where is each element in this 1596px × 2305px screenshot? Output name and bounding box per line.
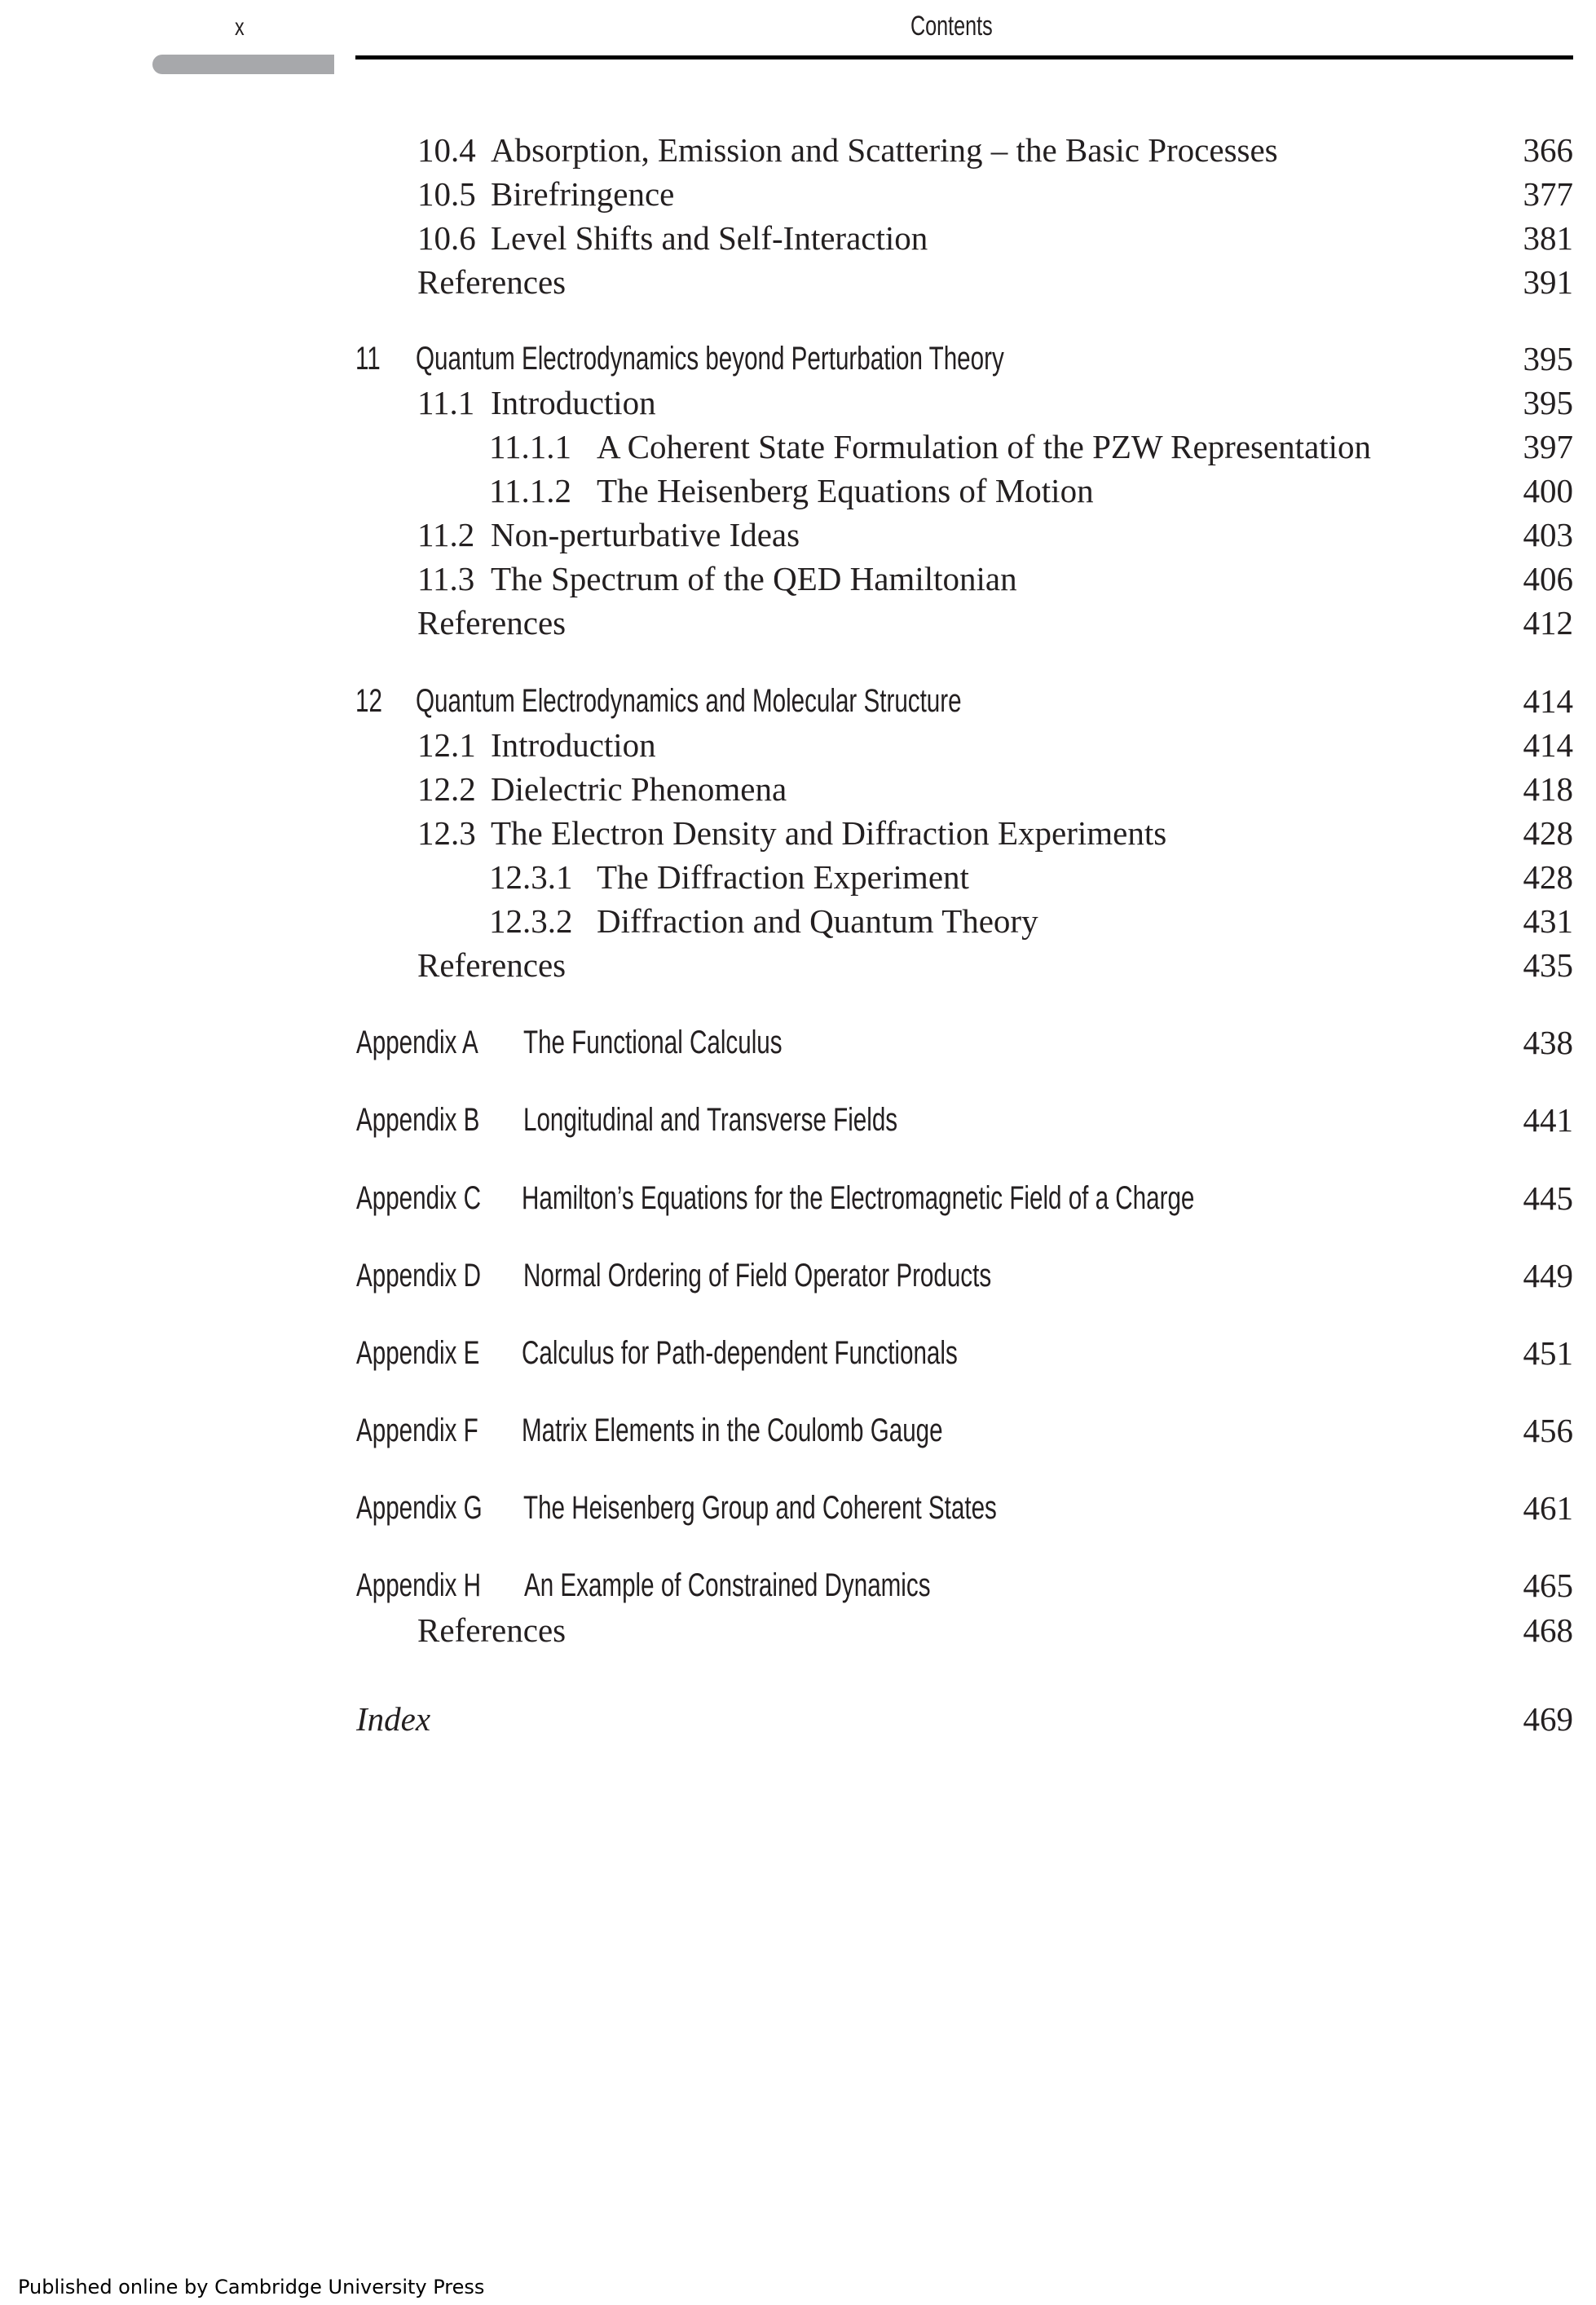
- toc-entry-title[interactable]: Absorption, Emission and Scattering – the Basic Processes: [491, 131, 1278, 169]
- toc-entry-page: 403: [1523, 516, 1573, 553]
- appendix-title[interactable]: Matrix Elements in the Coulomb Gauge: [522, 1413, 943, 1448]
- appendix-label: Appendix E: [356, 1335, 480, 1371]
- toc-references-title[interactable]: References: [417, 946, 567, 984]
- page-folio: x: [235, 14, 245, 41]
- appendix-page: 445: [1523, 1179, 1573, 1217]
- appendix-page: 465: [1523, 1567, 1573, 1604]
- toc-entry-page: 414: [1523, 726, 1573, 764]
- toc-references-title[interactable]: References: [417, 604, 567, 641]
- toc-entry-page: 435: [1523, 946, 1573, 984]
- chapter-number: 11: [355, 341, 381, 377]
- toc-entry-title[interactable]: Birefringence: [491, 175, 675, 213]
- toc-references-title[interactable]: References: [417, 1611, 567, 1649]
- toc-entry-page: 395: [1523, 384, 1573, 421]
- appendix-page: 461: [1523, 1489, 1573, 1527]
- appendix-title[interactable]: An Example of Constrained Dynamics: [524, 1567, 931, 1603]
- appendix-title[interactable]: The Functional Calculus: [523, 1025, 783, 1060]
- toc-entry-page: 366: [1523, 131, 1573, 169]
- appendix-title[interactable]: Hamilton’s Equations for the Electromagnetic Field of a Charge: [522, 1180, 1195, 1216]
- toc-subentry-number: 12.3.2: [489, 902, 573, 940]
- toc-entry-title[interactable]: Introduction: [491, 384, 656, 421]
- toc-subentry-title[interactable]: The Diffraction Experiment: [597, 858, 969, 896]
- toc-entry-number: 10.5: [417, 175, 476, 213]
- publisher-footer: Published online by Cambridge University Press: [18, 2276, 485, 2298]
- appendix-page: 451: [1523, 1334, 1573, 1372]
- toc-references-title[interactable]: References: [417, 263, 567, 301]
- chapter-title[interactable]: Quantum Electrodynamics beyond Perturbation Theory: [416, 341, 1004, 377]
- appendix-page: 441: [1523, 1101, 1573, 1139]
- toc-entry-page: 428: [1523, 858, 1573, 896]
- appendix-label: Appendix H: [356, 1567, 482, 1603]
- header-rule: [355, 55, 1573, 59]
- chapter-page: 414: [1523, 682, 1573, 720]
- toc-subentry-title[interactable]: Diffraction and Quantum Theory: [597, 902, 1038, 940]
- appendix-label: Appendix B: [356, 1102, 480, 1138]
- toc-subentry-title[interactable]: A Coherent State Formulation of the PZW Representation: [597, 428, 1372, 465]
- toc-entry-number: 12.1: [417, 726, 476, 764]
- appendix-label: Appendix G: [356, 1490, 483, 1526]
- toc-entry-page: 397: [1523, 428, 1573, 465]
- toc-entry-page: 418: [1523, 770, 1573, 808]
- toc-entry-page: 428: [1523, 814, 1573, 852]
- appendix-title[interactable]: Longitudinal and Transverse Fields: [523, 1102, 898, 1138]
- toc-entry-page: 431: [1523, 902, 1573, 940]
- toc-subentry-title[interactable]: The Heisenberg Equations of Motion: [597, 472, 1094, 509]
- toc-entry-title[interactable]: Non-perturbative Ideas: [491, 516, 800, 553]
- toc-entry-title[interactable]: The Electron Density and Diffraction Experiments: [491, 814, 1167, 852]
- appendix-label: Appendix C: [356, 1180, 482, 1216]
- toc-entry-page: 391: [1523, 263, 1573, 301]
- appendix-title[interactable]: The Heisenberg Group and Coherent States: [523, 1490, 997, 1526]
- appendix-label: Appendix D: [356, 1258, 482, 1294]
- appendix-title[interactable]: Calculus for Path-dependent Functionals: [522, 1335, 958, 1371]
- appendix-page: 438: [1523, 1024, 1573, 1061]
- toc-entry-number: 11.2: [417, 516, 475, 553]
- appendix-page: 449: [1523, 1257, 1573, 1294]
- chapter-title[interactable]: Quantum Electrodynamics and Molecular Structure: [416, 683, 962, 719]
- toc-entry-title[interactable]: Level Shifts and Self-Interaction: [491, 219, 928, 257]
- header-tab-bar: [152, 55, 334, 74]
- toc-entry-number: 12.2: [417, 770, 476, 808]
- appendix-title[interactable]: Normal Ordering of Field Operator Products: [523, 1258, 992, 1294]
- toc-entry-page: 406: [1523, 560, 1573, 597]
- running-title: Contents: [910, 11, 993, 42]
- appendix-label: Appendix A: [356, 1025, 478, 1060]
- appendix-label: Appendix F: [356, 1413, 478, 1448]
- toc-entry-page: 377: [1523, 175, 1573, 213]
- toc-entry-page: 412: [1523, 604, 1573, 641]
- index-title[interactable]: Index: [356, 1700, 431, 1738]
- toc-subentry-number: 11.1.1: [489, 428, 571, 465]
- toc-entry-number: 10.6: [417, 219, 476, 257]
- chapter-page: 395: [1523, 340, 1573, 377]
- toc-entry-title[interactable]: The Spectrum of the QED Hamiltonian: [491, 560, 1017, 597]
- chapter-number: 12: [355, 683, 382, 719]
- toc-entry-title[interactable]: Introduction: [491, 726, 656, 764]
- toc-entry-title[interactable]: Dielectric Phenomena: [491, 770, 787, 808]
- toc-entry-page: 400: [1523, 472, 1573, 509]
- toc-entry-page: 381: [1523, 219, 1573, 257]
- toc-entry-number: 11.3: [417, 560, 475, 597]
- toc-entry-number: 12.3: [417, 814, 476, 852]
- appendix-page: 456: [1523, 1412, 1573, 1449]
- toc-subentry-number: 12.3.1: [489, 858, 573, 896]
- toc-entry-page: 468: [1523, 1611, 1573, 1649]
- toc-subentry-number: 11.1.2: [489, 472, 571, 509]
- index-page: 469: [1523, 1700, 1573, 1738]
- toc-entry-number: 11.1: [417, 384, 475, 421]
- toc-entry-number: 10.4: [417, 131, 476, 169]
